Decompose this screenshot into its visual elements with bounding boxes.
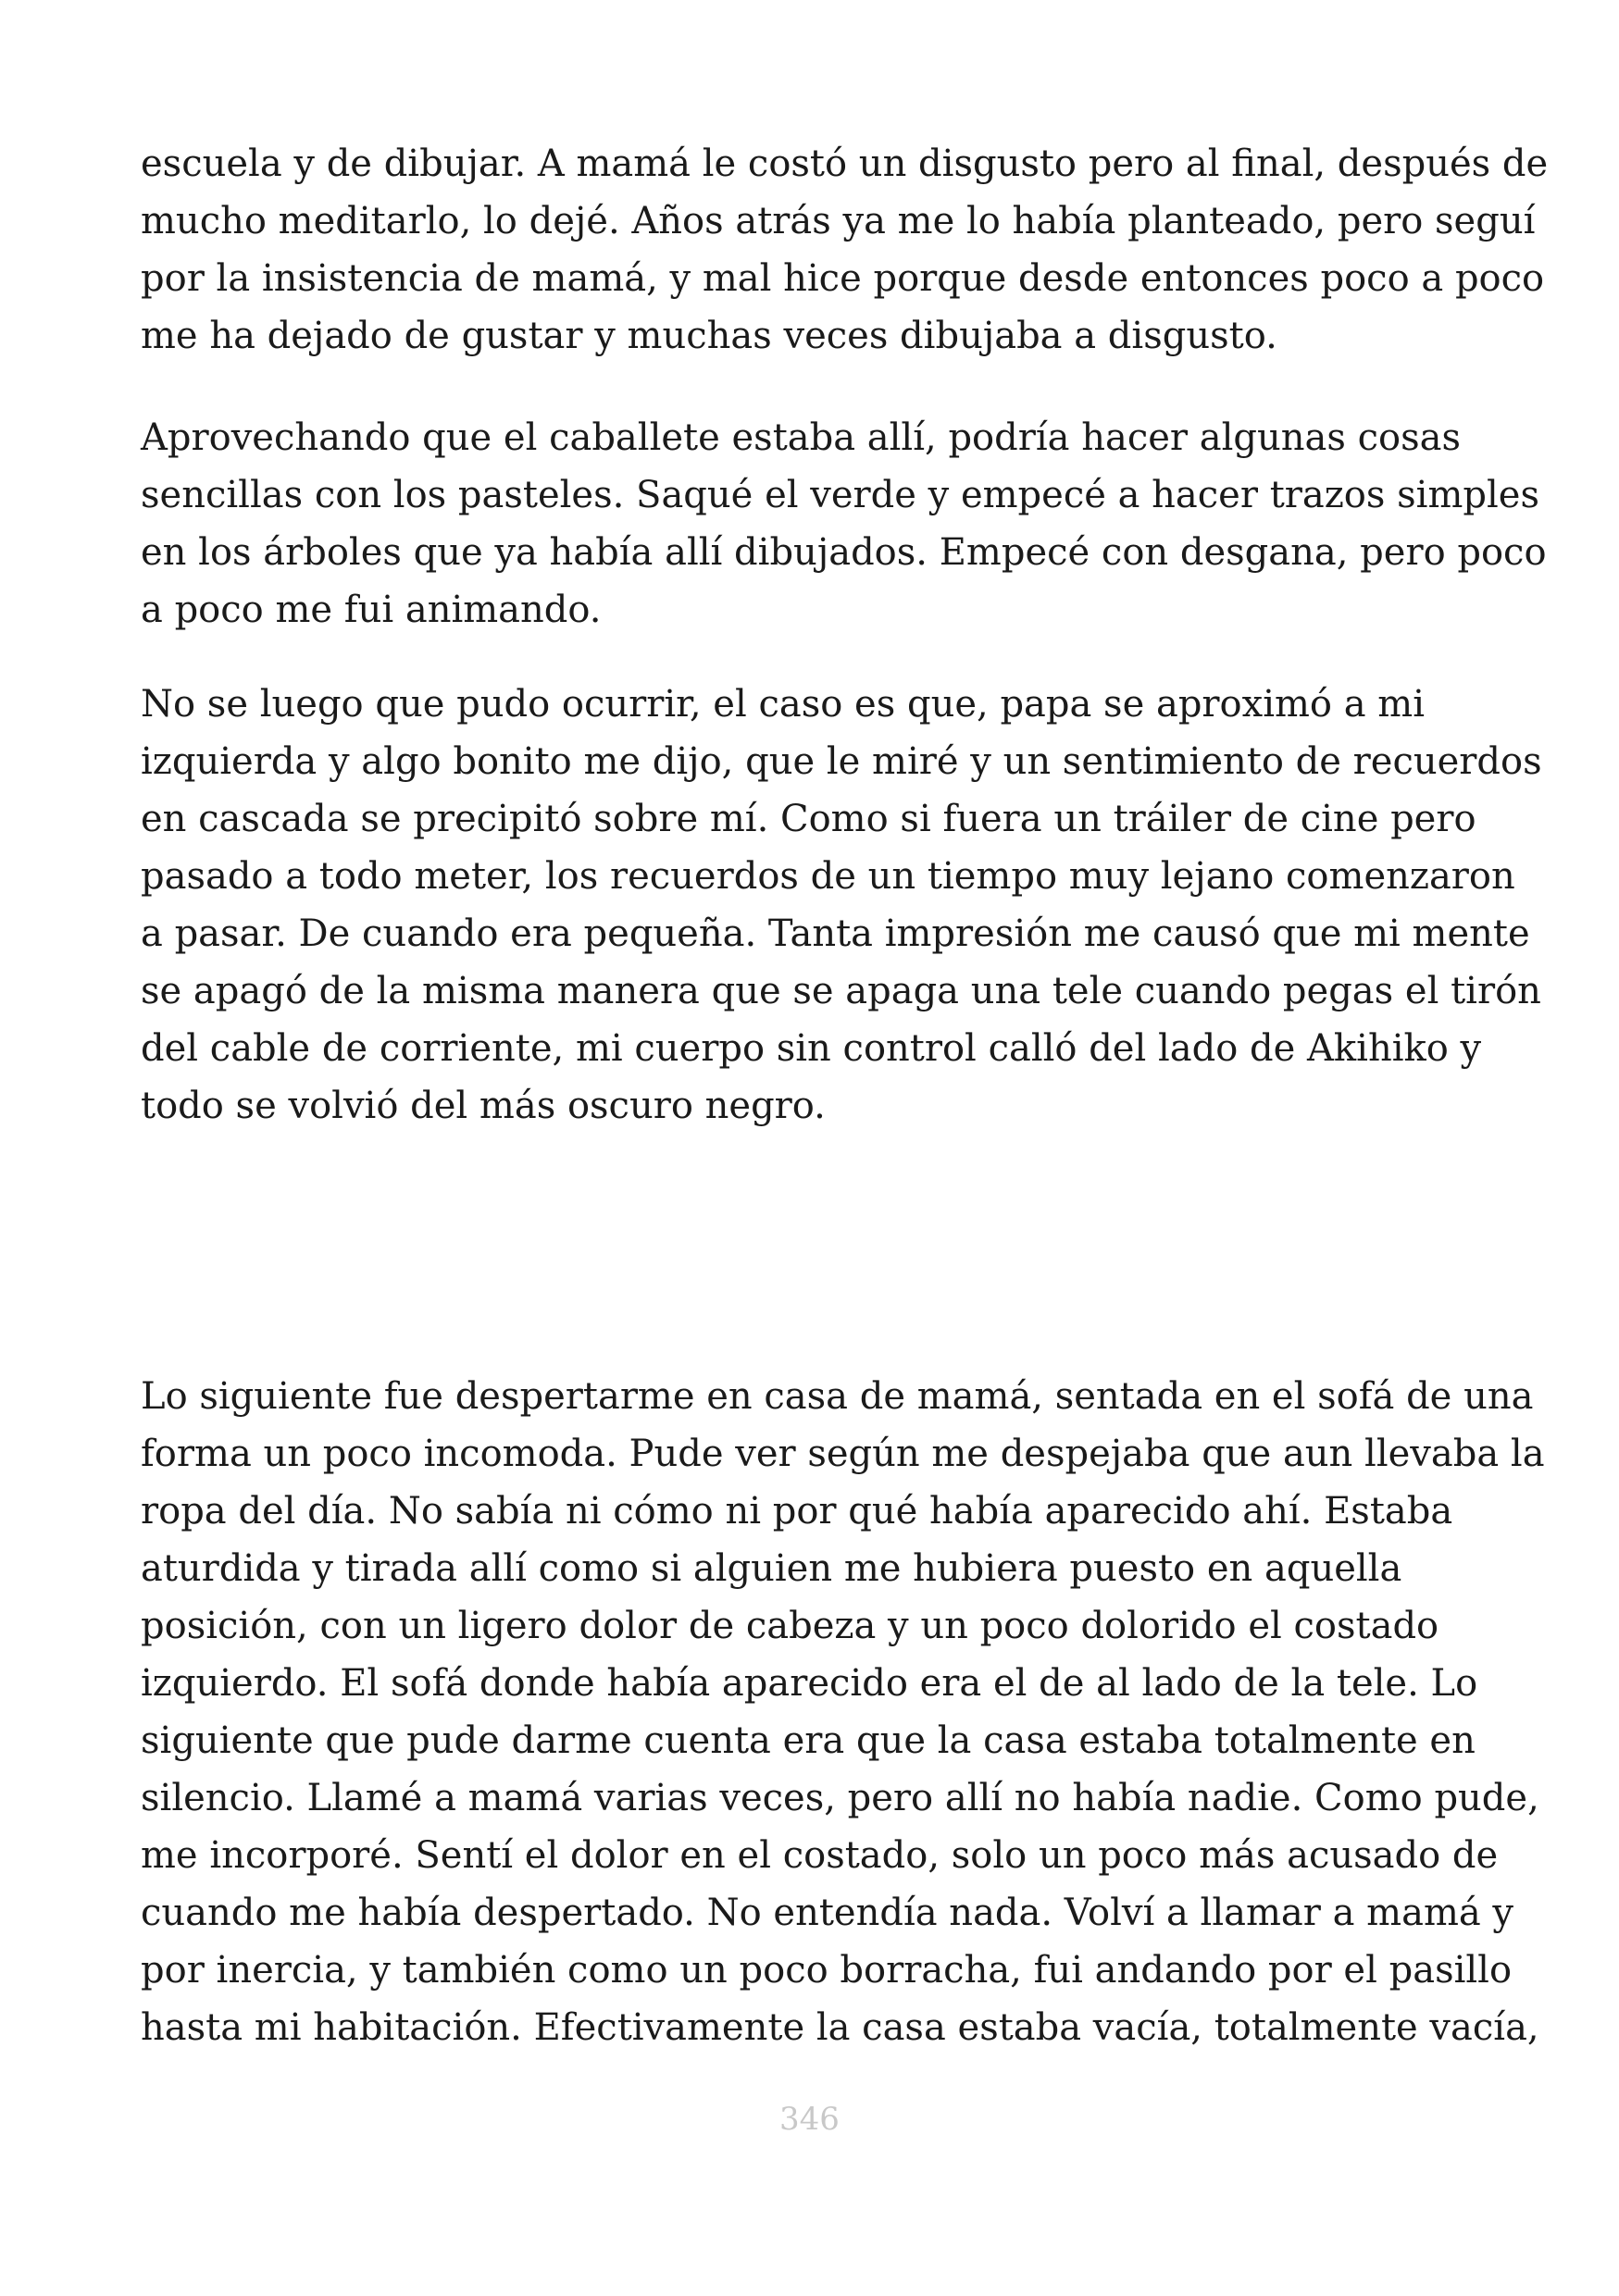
- text-line: a poco me fui animando.: [141, 589, 602, 631]
- paragraph-3: [141, 676, 1542, 1135]
- text-line: se apagó de la misma manera que se apaga una tele cuando pegas el tirón: [141, 970, 1541, 1012]
- text-line: No se luego que pudo ocurrir, el caso es que, papa se aproximó a mi: [141, 683, 1425, 726]
- paragraph-2: [141, 409, 1547, 639]
- text-line: me ha dejado de gustar y muchas veces dibujaba a disgusto.: [141, 315, 1277, 357]
- text-line: izquierda y algo bonito me dijo, que le miré y un sentimiento de recuerdos: [141, 740, 1542, 783]
- text-line: escuela y de dibujar. A mamá le costó un disgusto pero al final, después de: [141, 143, 1549, 185]
- text-line: forma un poco incomoda. Pude ver según me despejaba que aun llevaba la: [141, 1433, 1545, 1475]
- text-line: por la insistencia de mamá, y mal hice porque desde entonces poco a poco: [141, 257, 1545, 300]
- text-line: en los árboles que ya había allí dibujados. Empecé con desgana, pero poco: [141, 531, 1547, 574]
- text-line: silencio. Llamé a mamá varias veces, pero allí no había nadie. Como pude,: [141, 1777, 1539, 1819]
- text-line: me incorporé. Sentí el dolor en el costado, solo un poco más acusado de: [141, 1834, 1499, 1877]
- text-line: Aprovechando que el caballete estaba allí, podría hacer algunas cosas: [141, 416, 1461, 459]
- text-line: mucho meditarlo, lo dejé. Años atrás ya me lo había planteado, pero seguí: [141, 200, 1536, 242]
- text-line: por inercia, y también como un poco borracha, fui andando por el pasillo: [141, 1949, 1513, 1992]
- text-line: todo se volvió del más oscuro negro.: [141, 1085, 826, 1127]
- text-line: aturdida y tirada allí como si alguien me hubiera puesto en aquella: [141, 1547, 1402, 1590]
- text-line: pasado a todo meter, los recuerdos de un tiempo muy lejano comenzaron: [141, 855, 1515, 898]
- text-line: hasta mi habitación. Efectivamente la casa estaba vacía, totalmente vacía,: [141, 2006, 1539, 2049]
- text-line: en cascada se precipitó sobre mí. Como si fuera un tráiler de cine pero: [141, 798, 1476, 840]
- text-line: posición, con un ligero dolor de cabeza y un poco dolorido el costado: [141, 1605, 1439, 1647]
- text-line: sencillas con los pasteles. Saqué el verde y empecé a hacer trazos simples: [141, 474, 1539, 516]
- text-line: del cable de corriente, mi cuerpo sin control calló del lado de Akihiko y: [141, 1027, 1482, 1070]
- paragraph-1: [141, 135, 1548, 365]
- paragraph-4: [141, 1368, 1545, 2056]
- text-line: ropa del día. No sabía ni cómo ni por qué había aparecido ahí. Estaba: [141, 1490, 1453, 1533]
- text-line: siguiente que pude darme cuenta era que la casa estaba totalmente en: [141, 1719, 1476, 1762]
- text-line: Lo siguiente fue despertarme en casa de mamá, sentada en el sofá de una: [141, 1375, 1534, 1418]
- text-line: cuando me había despertado. No entendía nada. Volví a llamar a mamá y: [141, 1892, 1514, 1934]
- text-line: a pasar. De cuando era pequeña. Tanta impresión me causó que mi mente: [141, 912, 1530, 955]
- page-number: 346: [779, 2101, 840, 2138]
- text-line: izquierdo. El sofá donde había aparecido era el de al lado de la tele. Lo: [141, 1662, 1478, 1705]
